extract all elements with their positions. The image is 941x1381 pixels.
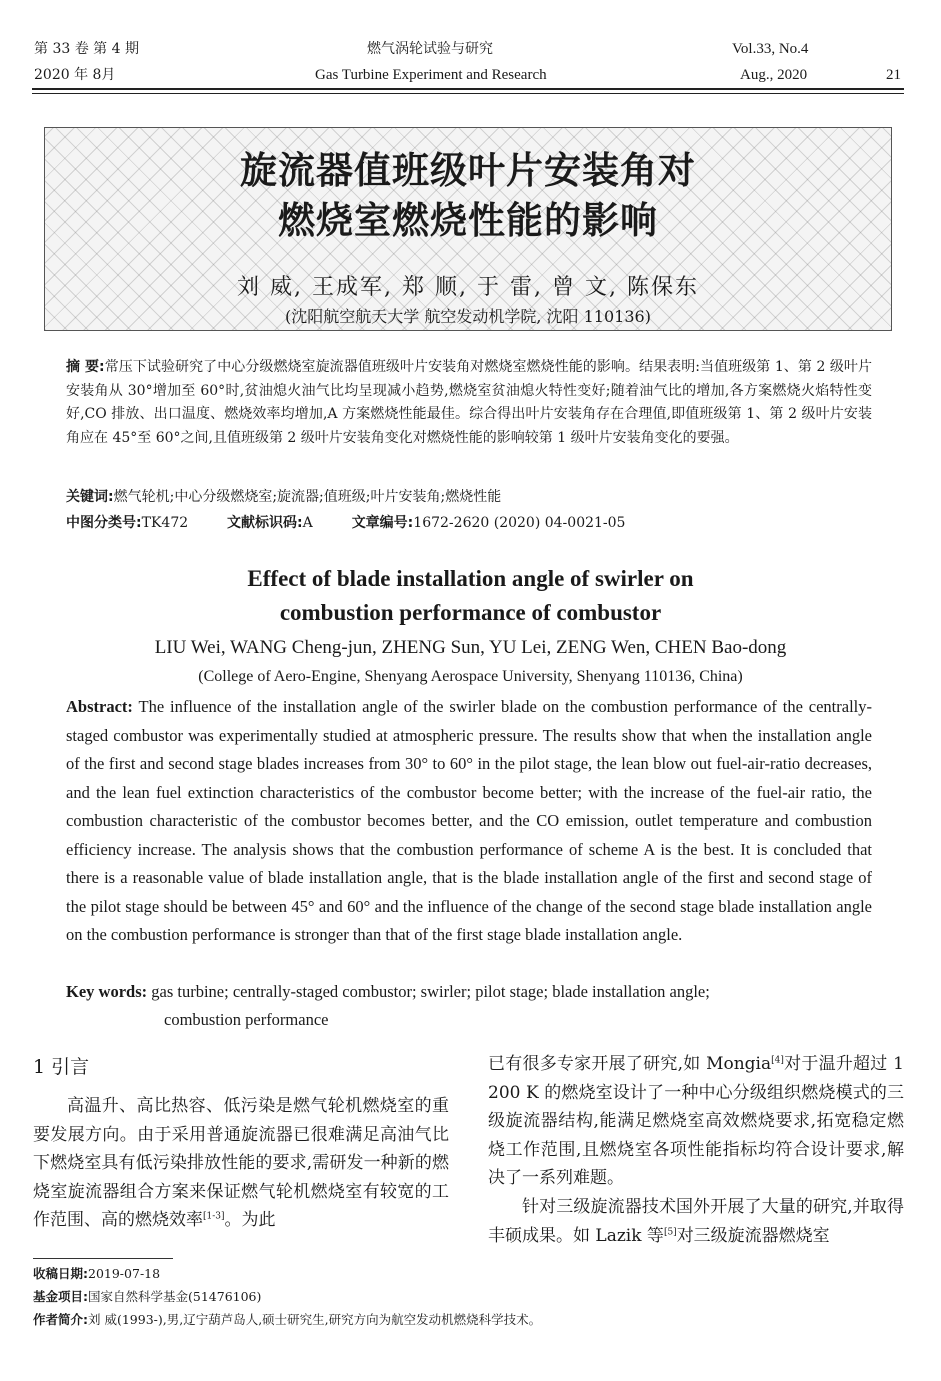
authors-en: LIU Wei, WANG Cheng-jun, ZHENG Sun, YU Lei, ZENG Wen, CHEN Bao-dong [154, 637, 787, 658]
header-rule-thick [32, 88, 904, 90]
author-bio-label: 作者简介: [33, 1312, 88, 1327]
citation-5: [5] [663, 1226, 677, 1237]
keywords-cn-label: 关键词: [66, 489, 114, 505]
fund-label: 基金项目: [33, 1289, 88, 1304]
title-en-line1: Effect of blade installation angle of swirler on [247, 566, 694, 591]
keywords-en-label: Key words: [66, 982, 148, 1001]
abstract-cn-text: 常压下试验研究了中心分级燃烧室旋流器值班级叶片安装角对燃烧室燃烧性能的影响。结果表明:当值班级第 1、第 2 级叶片安装角从 30°增加至 60°时,贫油熄火油气比均呈现减小趋势,燃烧室贫油熄火特性变好;随着油气比的增加,各方案燃烧火焰特性变好,CO 排放、出口温度、燃烧效率均增加,A 方案燃烧性能最佳。综合得出叶片安装角存在合理值,即值班级第 1、第 2 级叶片安装角应在 45°至 60°之间,且值班级第 2 级叶片安装角变化对燃烧性能的影响较第 1 级叶片安装角变化的要强。 [66, 359, 872, 446]
doc-code-value: A [302, 515, 313, 531]
doc-code-label: 文献标识码: [227, 515, 303, 531]
citation-1-3: [1-3] [203, 1211, 225, 1222]
footnote-fund [33, 1287, 261, 1305]
header-journal-en: Gas Turbine Experiment and Research [315, 67, 547, 83]
title-cn-line1: 旋流器值班级叶片安装角对 [240, 149, 696, 192]
header-volume-en: Vol.33, No.4 [732, 41, 809, 57]
header-rule-thin [32, 93, 904, 94]
section-title: 1 引言 [33, 1056, 90, 1078]
body-right-paragraph-2 [488, 1193, 904, 1250]
body-right-text-1b: 对于温升超过 1 200 K 的燃烧室设计了一种中心分级组织燃烧模式的三级旋流器结构,能满足燃烧室高效燃烧要求,拓宽稳定燃烧工作范围,且燃烧室各项性能指标均符合设计要求,解决了一系列难题。 [488, 1054, 904, 1189]
body-right-text-2a: 针对三级旋流器技术国外开展了大量的研究,并取得丰硕成果。如 Lazik 等 [488, 1196, 904, 1246]
body-right-paragraph-1 [488, 1050, 904, 1193]
title-en-line2: combustion performance of combustor [279, 600, 662, 625]
header-date-cn: 2020 年 8月 [34, 67, 116, 83]
page-number: 21 [886, 67, 901, 83]
header-volume-cn: 第 33 卷 第 4 期 [34, 41, 139, 57]
abstract-cn [66, 356, 872, 450]
clc-label: 中图分类号: [66, 515, 142, 531]
received-label: 收稿日期: [33, 1266, 88, 1281]
abstract-cn-label: 摘 要: [66, 359, 105, 375]
authors-cn: 刘 威, 王成军, 郑 顺, 于 雷, 曾 文, 陈保东 [237, 275, 699, 300]
keywords-cn-text: 燃气轮机;中心分级燃烧室;旋流器;值班级;叶片安装角;燃烧性能 [113, 489, 502, 505]
abstract-en [66, 693, 872, 950]
affiliation-en: (College of Aero-Engine, Shenyang Aerospace University, Shenyang 110136, China) [198, 668, 743, 685]
body-left-column [33, 1092, 449, 1235]
classification-row [66, 512, 625, 532]
footnote-received [33, 1264, 160, 1282]
keywords-en-line2: combustion performance [164, 1010, 329, 1029]
keywords-en-line1: gas turbine; centrally-staged combustor; swirler; pilot stage; blade installation angle; [151, 982, 710, 1001]
keywords-cn [66, 486, 501, 506]
title-box [44, 127, 892, 331]
body-right-text-2b: 对三级旋流器燃烧室 [676, 1225, 830, 1246]
keywords-en [66, 978, 710, 1006]
article-no-label: 文章编号: [351, 515, 414, 531]
article-no-value: 1672-2620 (2020) 04-0021-05 [413, 515, 626, 531]
header-journal-cn: 燃气涡轮试验与研究 [367, 41, 493, 57]
clc-value: TK472 [141, 515, 189, 531]
body-left-text-end: 。为此 [224, 1210, 276, 1231]
citation-4: [4] [771, 1055, 784, 1066]
body-right-text-1a: 已有很多专家开展了研究,如 Mongia [488, 1054, 772, 1074]
title-cn-line2: 燃烧室燃烧性能的影响 [278, 199, 658, 242]
abstract-en-text: The influence of the installation angle of the swirler blade on the combustion performance of the centrally-staged combustor was experimentally studied at atmospheric pressure. The results show that when the installation angle of the first and second stage blades increases from 30° to 60° in the pilot stage, the lean blow out fuel-air-ratio decreases, and the lean fuel extinction characteristics of the combustor become better; with the increase of the fuel-air ratio, the combustion characteristic of the combustor becomes better, and the CO emission, outlet temperature and combustion efficiency increase. The analysis shows that the combustion performance of scheme A is the best. It is concluded that there is a reasonable value of blade installation angle, that is the blade installation angle of the first and second stage of the pilot stage should be between 45° and 60° and the influence of the change of the second stage blade installation angle on the combustion performance is stronger than that of the first stage blade installation angle. [66, 697, 873, 944]
footnote-author [33, 1310, 541, 1328]
received-value: 2019-07-18 [88, 1266, 161, 1281]
affiliation-cn: (沈阳航空航天大学 航空发动机学院, 沈阳 110136) [285, 307, 651, 326]
body-left-text: 高温升、高比热容、低污染是燃气轮机燃烧室的重要发展方向。由于采用普通旋流器已很难满足高油气比下燃烧室具有低污染排放性能的要求,需研发一种新的燃烧室旋流器组合方案来保证燃气轮机燃烧室有较宽的工作范围、高的燃烧效率 [33, 1096, 449, 1231]
header-date-en: Aug., 2020 [740, 67, 808, 83]
body-left-paragraph [33, 1092, 449, 1235]
footnote-rule [33, 1258, 173, 1259]
fund-value: 国家自然科学基金(51476106) [88, 1289, 262, 1304]
author-bio-value: 刘 威(1993-),男,辽宁葫芦岛人,硕士研究生,研究方向为航空发动机燃烧科学技术。 [88, 1312, 542, 1327]
body-right-column [488, 1050, 904, 1250]
abstract-en-label: Abstract: [66, 697, 133, 716]
